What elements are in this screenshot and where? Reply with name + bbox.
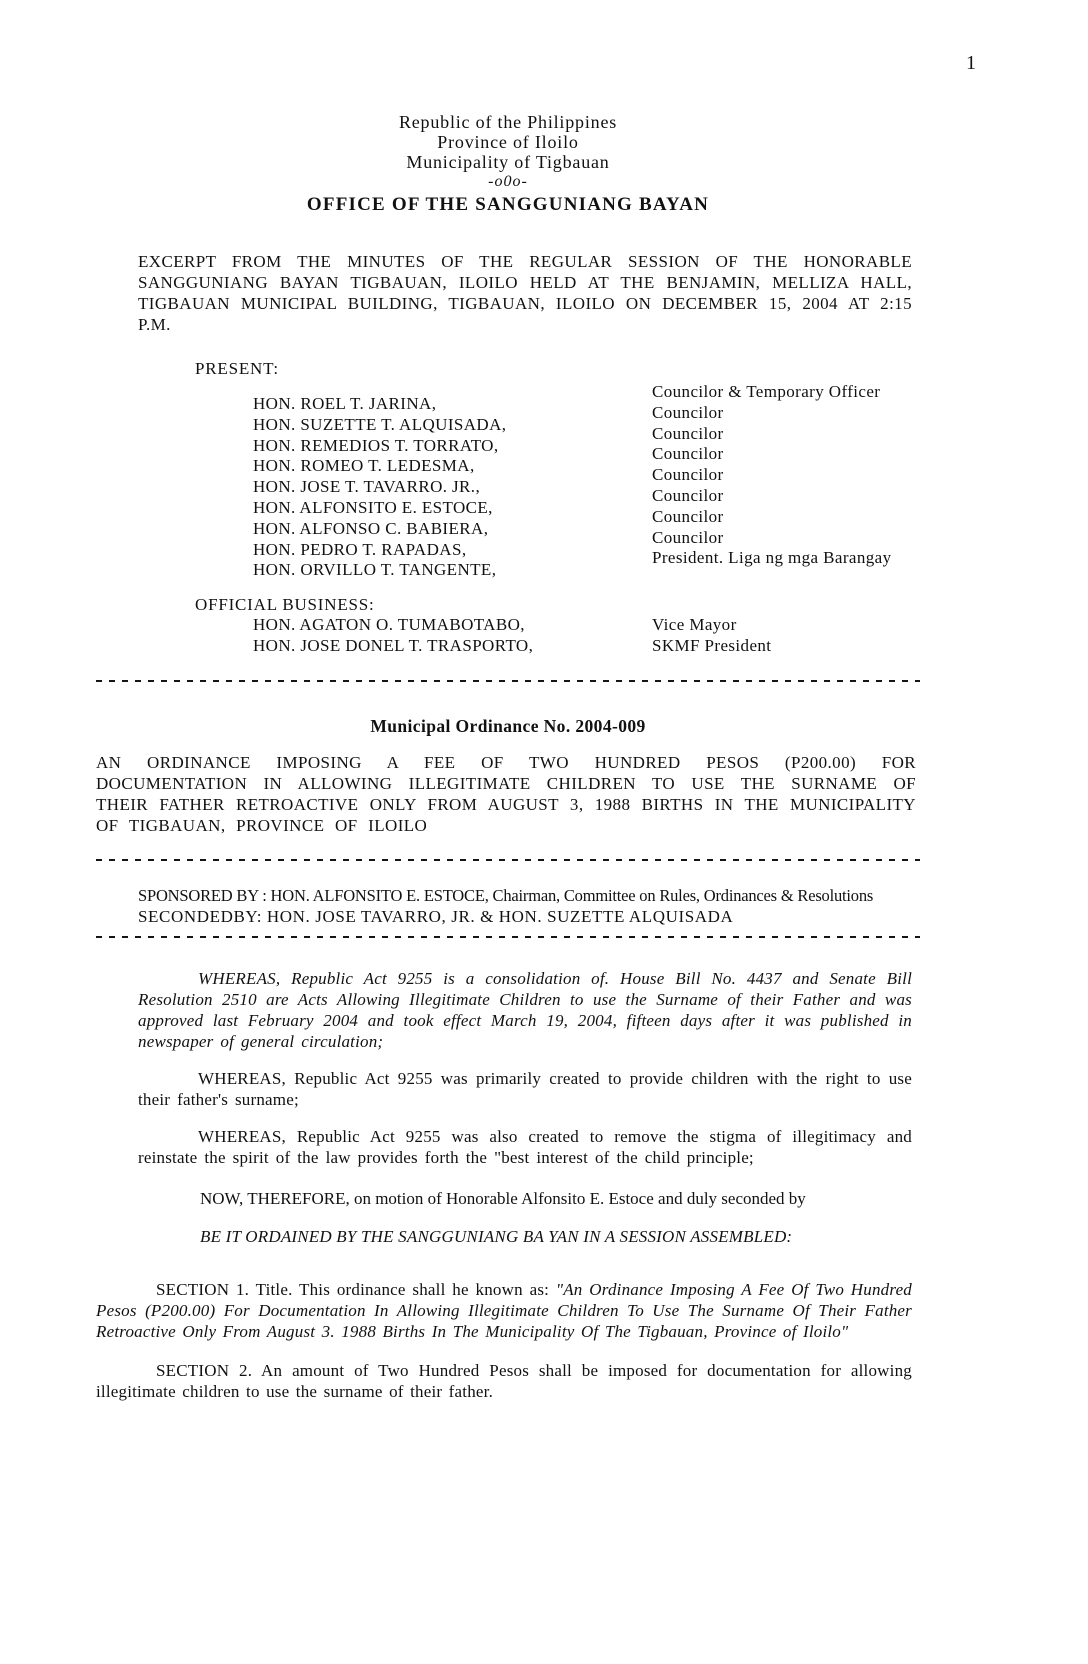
now-therefore-line: NOW, THEREFORE, on motion of Honorable Alfonsito E. Estoce and duly seconded by	[200, 1188, 806, 1208]
attendee-name: HON. SUZETTE T. ALQUISADA,	[253, 414, 507, 434]
official-business-list	[96, 615, 920, 657]
attendee-title: Councilor	[652, 402, 724, 422]
attendee-row	[253, 615, 920, 636]
whereas-paragraph-3: WHEREAS, Republic Act 9255 was also created to remove the stigma of illegitimacy and reinstate the spirit of the law provides forth the "best interest of the child principle;	[138, 1126, 912, 1167]
attendee-name: HON. JOSE DONEL T. TRASPORTO,	[253, 635, 534, 655]
attendee-name: HON. ORVILLO T. TANGENTE,	[253, 560, 497, 580]
header-separator: -o0o-	[488, 173, 528, 190]
ordinance-title: Municipal Ordinance No. 2004-009	[370, 715, 646, 736]
attendee-title: Councilor	[652, 506, 724, 526]
document-header	[96, 0, 920, 215]
dashed-divider	[96, 935, 920, 938]
section-2-paragraph: SECTION 2. An amount of Two Hundred Pesos shall be imposed for documentation for allowing illegitimate children to use the surname of their father.	[96, 1360, 912, 1401]
seconded-by-line: SECONDEDBY: HON. JOSE TAVARRO, JR. & HON. SUZETTE ALQUISADA	[138, 906, 734, 926]
attendee-title: Councilor	[652, 423, 724, 443]
attendee-title: Councilor	[652, 527, 724, 547]
dashed-divider	[96, 679, 920, 682]
sponsored-by-line: SPONSORED BY : HON. ALFONSITO E. ESTOCE, Chairman, Committee on Rules, Ordinances & Resolutions	[138, 885, 874, 905]
whereas-paragraph-2: WHEREAS, Republic Act 9255 was primarily created to provide children with the right to use their father's surname;	[138, 1068, 912, 1109]
page-number: 1	[966, 52, 976, 74]
ordinance-subject-paragraph: AN ORDINANCE IMPOSING A FEE OF TWO HUNDRED PESOS (P200.00) FOR DOCUMENTATION IN ALLOWING ILLEGITIMATE CHILDREN TO USE THE SURNAME OF THEIR FATHER RETROACTIVE ONLY FROM AUGUST 3, 1988 BIRTHS IN THE MUNICIPALITY OF TIGBAUAN, PROVINCE OF ILOILO	[96, 752, 916, 835]
attendee-title: President. Liga ng mga Barangay	[652, 548, 892, 568]
attendee-row	[253, 636, 920, 657]
attendee-name: HON. REMEDIOS T. TORRATO,	[253, 435, 499, 455]
official-business-label: OFFICIAL BUSINESS:	[195, 595, 375, 615]
attendee-title: Councilor	[652, 465, 724, 485]
attendee-name: HON. ROEL T. JARINA,	[253, 394, 437, 413]
attendee-name: HON. JOSE T. TAVARRO. JR.,	[253, 477, 481, 497]
attendee-title: Councilor	[652, 485, 724, 505]
whereas-paragraph-1: WHEREAS, Republic Act 9255 is a consolidation of. House Bill No. 4437 and Senate Bill Resolution 2510 are Acts Allowing Illegitimate Children to use the Surname of their Father and was approved last February 2004 and took effect March 19, 2004, fifteen days after it was published in newspaper of general circulation;	[138, 968, 912, 1051]
header-office-title: OFFICE OF THE SANGGUNIANG BAYAN	[306, 194, 710, 215]
dashed-divider	[96, 858, 920, 861]
attendee-title: SKMF President	[652, 635, 772, 655]
header-municipality: Municipality of Tigbauan	[406, 152, 610, 172]
section-1-lead: SECTION 1. Title. This ordinance shall he known as:	[156, 1279, 556, 1299]
attendee-title: Councilor & Temporary Officer	[652, 382, 881, 401]
present-label: PRESENT:	[195, 359, 279, 378]
attendee-name: HON. ALFONSITO E. ESTOCE,	[253, 497, 493, 517]
section-1-quoted-title: "An Ordinance Imposing A Fee Of Two Hundred Pesos (P200.00) For Documentation In Allowing Illegitimate Children To Use The Surname Of Their Father Retroactive Only From August 3. 1988 Births In The Municipality Of The Tigbauan, Province of Iloilo"	[96, 1279, 913, 1341]
present-attendance-list	[96, 382, 920, 581]
header-province: Province of Iloilo	[437, 132, 579, 152]
attendee-title: Councilor	[652, 444, 724, 464]
attendee-name: HON. ALFONSO C. BABIERA,	[253, 518, 489, 538]
header-republic: Republic of the Philippines	[398, 112, 618, 132]
attendee-name: HON. AGATON O. TUMABOTABO,	[253, 615, 525, 635]
attendee-title: Vice Mayor	[652, 615, 737, 635]
section-1-paragraph	[96, 1279, 912, 1342]
excerpt-paragraph: EXCERPT FROM THE MINUTES OF THE REGULAR SESSION OF THE HONORABLE SANGGUNIANG BAYAN TIGBAUAN, ILOILO HELD AT THE BENJAMIN, MELLIZA HALL, TIGBAUAN MUNICIPAL BUILDING, TIGBAUAN, ILOILO ON DECEMBER 15, 2004 AT 2:15 P.M.	[138, 252, 912, 334]
attendee-name: HON. ROMEO T. LEDESMA,	[253, 456, 475, 476]
be-it-ordained-line: BE IT ORDAINED BY THE SANGGUNIANG BA YAN IN A SESSION ASSEMBLED:	[200, 1226, 793, 1246]
attendee-name: HON. PEDRO T. RAPADAS,	[253, 539, 467, 559]
